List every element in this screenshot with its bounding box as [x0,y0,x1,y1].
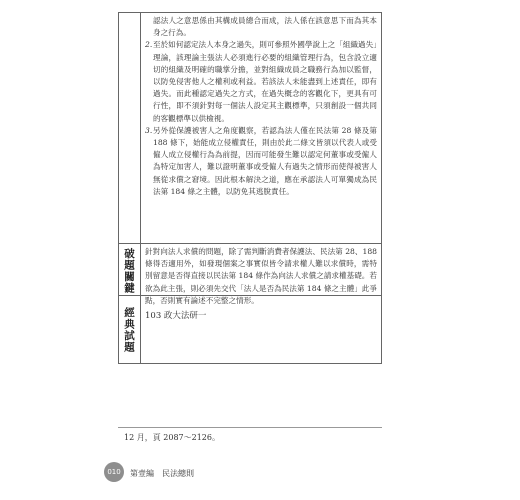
list-item [145,39,377,124]
key-point-label: 破題關鍵 [123,247,135,294]
discussion-row [119,13,381,243]
key-point-text: 針對向法人求償的問題，除了需判斷消費者保護法、民法第 28、188 條得否適用外，如發現個案之事實似皆令請求權人難以求償時，需特別留意是否得直接以民法第 184 條作為向法人求償之請求權基礎。若欲為此主張，則必須先交代「法人是否為民法第 184 條之主體」此爭點，否則實有論述不完整之情形。 [145,247,377,305]
footnote-divider [118,427,382,428]
exam-label-cell [119,296,141,364]
discussion-content [145,15,377,198]
item-number: 2. [145,40,153,50]
exam-content [145,310,377,322]
page-number: 010 [107,468,121,476]
key-point-row [119,243,381,305]
exam-row [119,296,381,364]
chapter-title: 第壹編 民法總則 [130,469,194,478]
item-number: 3. [145,125,153,135]
content-table [118,12,382,305]
page-number-badge [104,462,124,482]
footnote: 12 月，頁 2087～2126。 [124,433,220,442]
exam-table [118,296,382,364]
item-text: 另外從保護被害人之角度觀察，若認為法人僅在民法第 28 條及第 188 條下，始能成立侵權責任，則由於此二條文皆須以代表人或受僱人成立侵權行為為前提，因而可能發生難以認定何董事或受僱人為特定加害人，難以證明董事或受僱人有過失之情形而使得被害人無從求償之窘境。因此根本解決之道，應在承認法人可單獨成為民法第 184 條之主體，以防免其逃脫責任。 [153,125,377,196]
empty-label-cell [119,13,141,243]
exam-label: 經典試題 [123,307,135,353]
continuation-paragraph: 認法人之意思係由其構成員總合而成，法人係在該意思下而為其本身之行為。 [153,16,377,38]
item-text: 至於如何認定法人本身之過失，則可參照外國學說上之「組織過失」理論，該理論主張法人必須進行必要的組織管理行為，包含設立適切的組織及明確的職掌分擔，並對組織成員之職務行為加以監督，以防免侵害他人之權利或利益。若該法人未能盡到上述責任，即有過失。而此種認定過失之方式，在過失概念的客觀化下，更具有可行性，即不須針對每一個法人設定其主觀標準，只須創設一個共同的客觀標準以供檢視。 [153,40,378,123]
list-item [145,125,377,198]
key-point-label-cell [119,244,141,297]
exam-text: 103 政大法研一 [145,311,207,321]
